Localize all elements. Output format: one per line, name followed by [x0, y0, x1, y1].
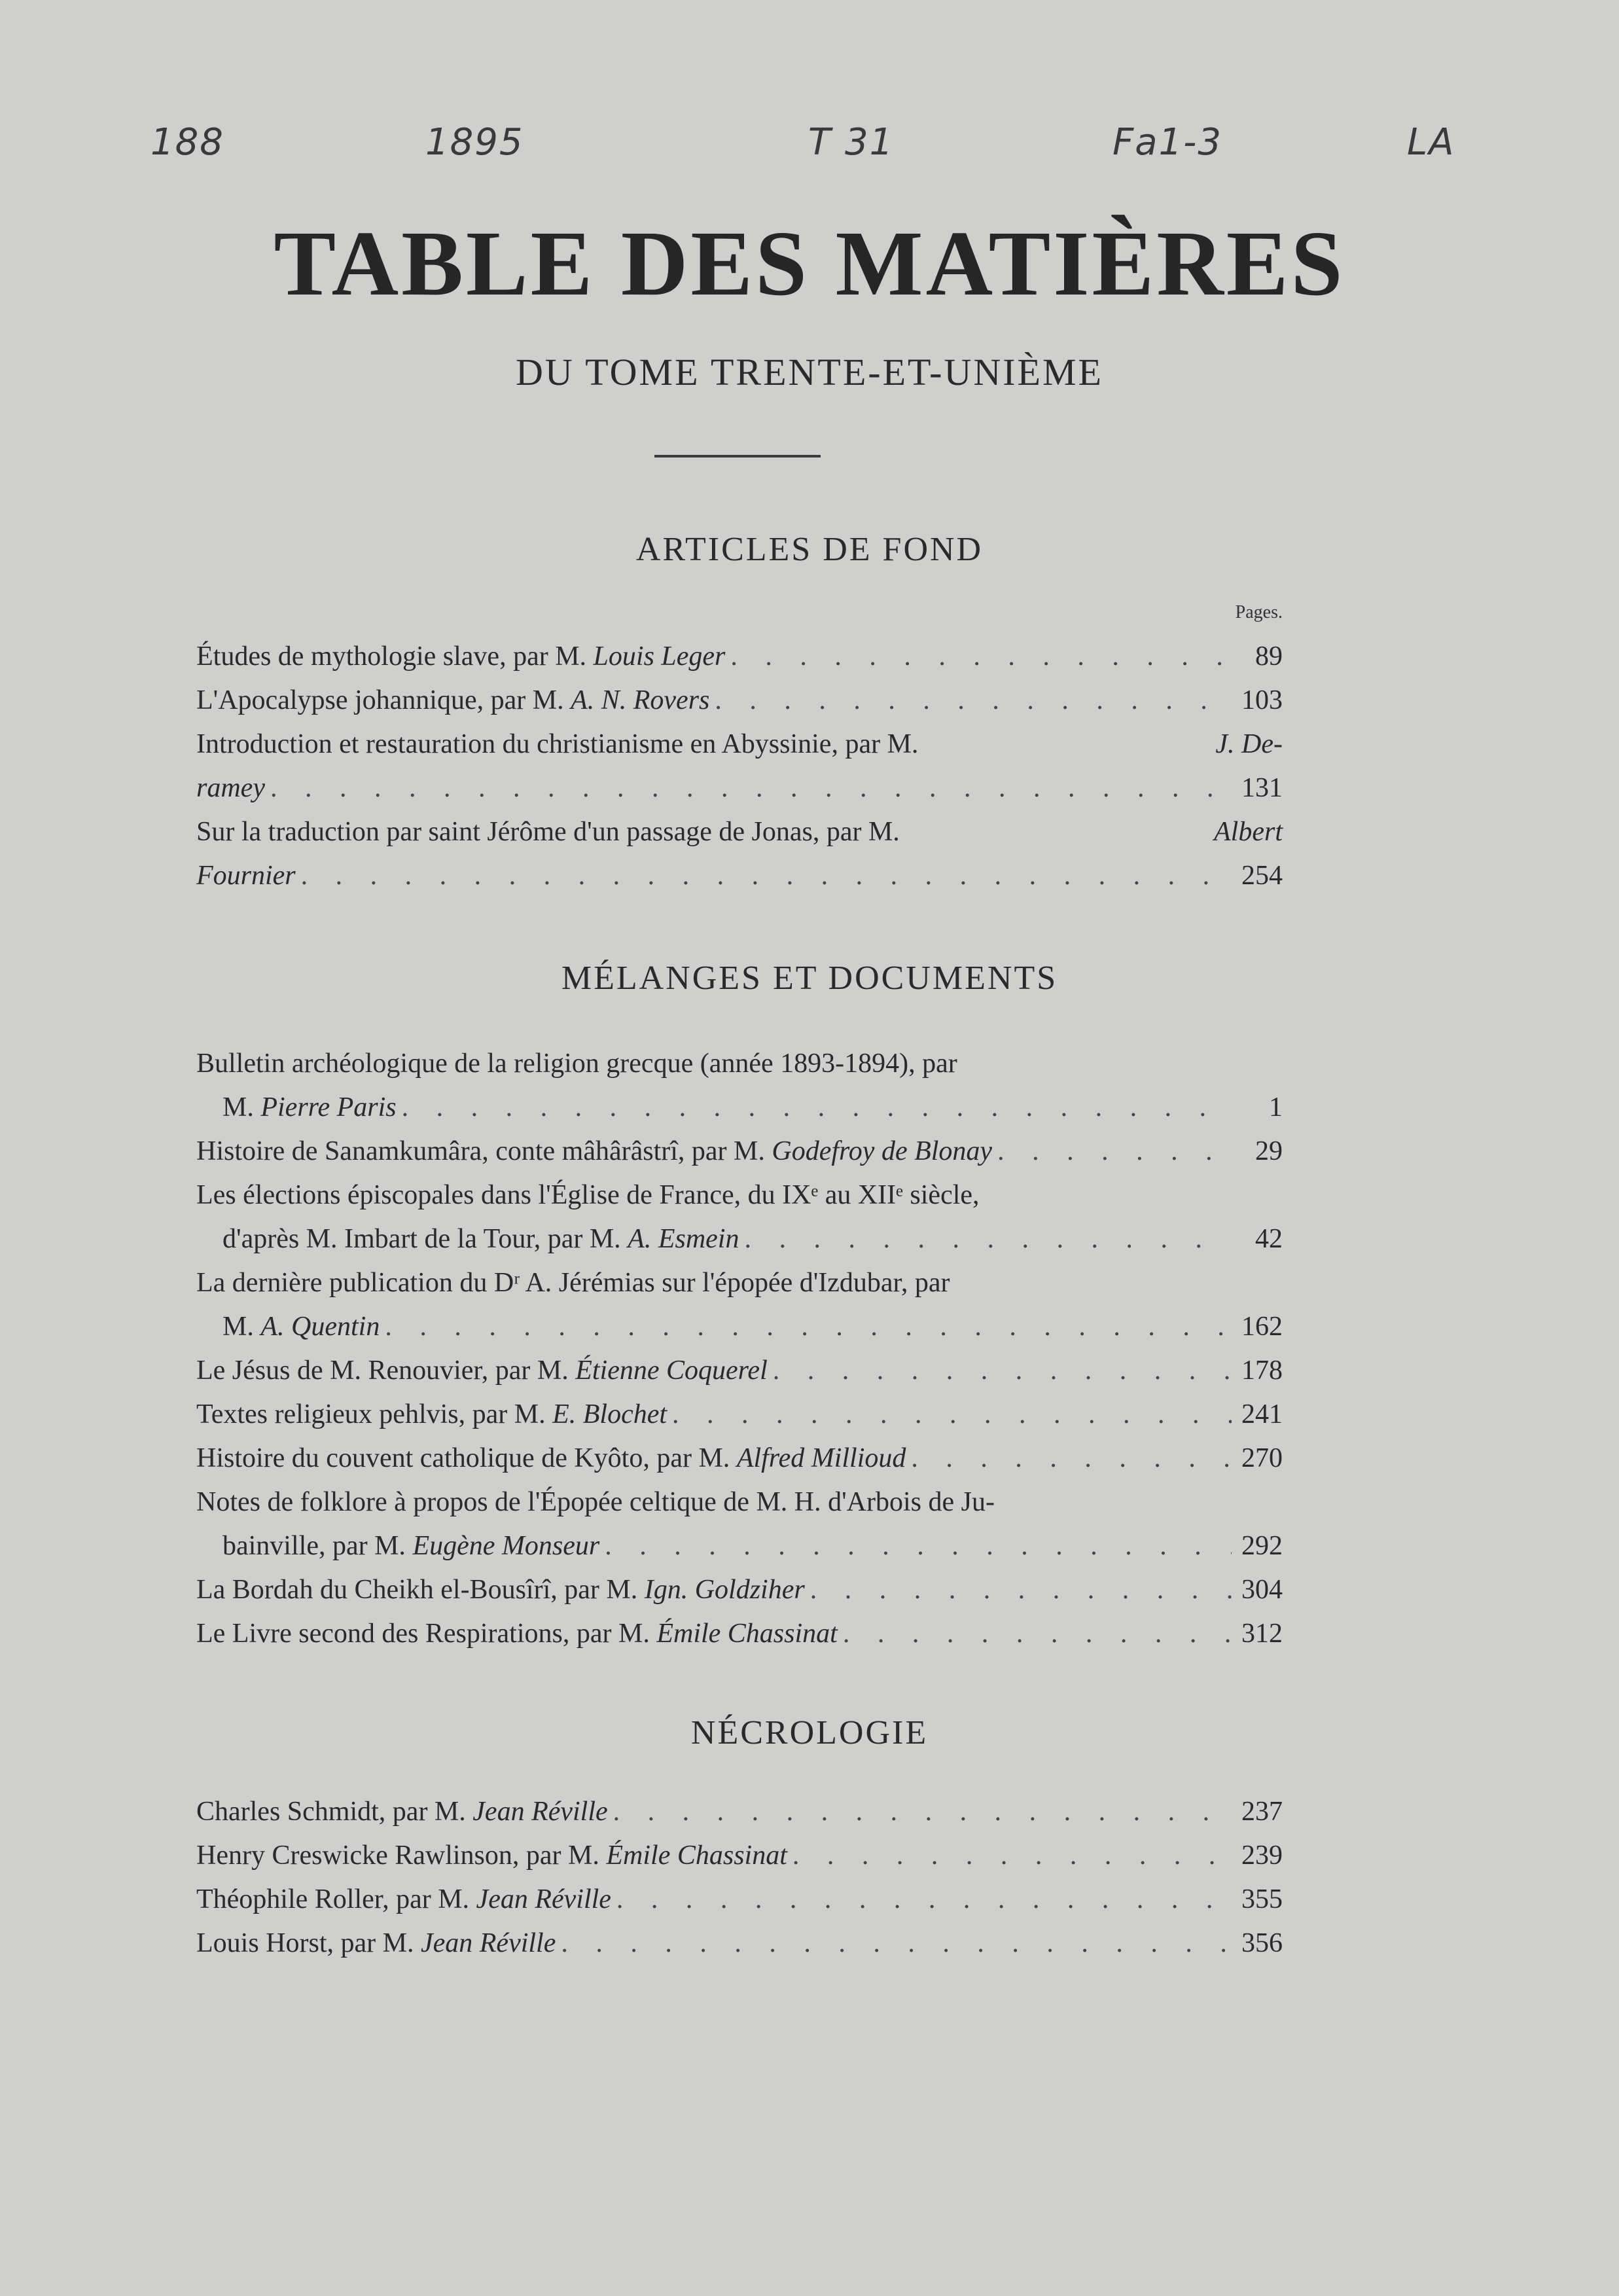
- entry-page: 29: [1255, 1136, 1283, 1166]
- leader-dots: [613, 1790, 1232, 1834]
- entry-page: 312: [1241, 1619, 1283, 1649]
- toc-entry: [196, 1568, 1283, 1612]
- entry-title: Charles Schmidt, par M.: [196, 1797, 466, 1827]
- section-heading-articles: ARTICLES DE FOND: [635, 531, 984, 568]
- leader-dots: [773, 1349, 1232, 1393]
- entry-author: Émile Chassinat: [656, 1619, 838, 1649]
- entry-page: 304: [1241, 1575, 1283, 1605]
- entry-page: 356: [1241, 1928, 1283, 1958]
- entry-page: 254: [1241, 861, 1283, 891]
- entry-page: 178: [1241, 1355, 1283, 1386]
- handwritten-note: 188: [151, 121, 224, 164]
- entry-author: Jean Réville: [472, 1797, 608, 1827]
- entry-title: La Bordah du Cheikh el-Bousîrî, par M.: [196, 1575, 638, 1605]
- entry-title: Histoire de Sanamkumâra, conte mâhârâstrî, par M.: [196, 1136, 765, 1166]
- toc-entry: [196, 1437, 1283, 1480]
- handwritten-note: 1895: [425, 121, 524, 164]
- entry-author: Louis Leger: [593, 641, 726, 672]
- entry-title: L'Apocalypse johannique, par M.: [196, 685, 564, 715]
- divider-rule: [654, 455, 821, 457]
- page-subtitle: DU TOME TRENTE-ET-UNIÈME: [516, 351, 1103, 393]
- entry-author: Jean Réville: [476, 1884, 611, 1914]
- handwritten-note: LA: [1407, 121, 1455, 164]
- entry-title: Le Jésus de M. Renouvier, par M.: [196, 1355, 569, 1386]
- entry-title: Études de mythologie slave, par M.: [196, 641, 587, 672]
- toc-entry: [196, 810, 1283, 898]
- leader-dots: [715, 679, 1232, 723]
- entry-title: Henry Creswicke Rawlinson, par M.: [196, 1840, 599, 1871]
- handwritten-note: Fa1-3: [1112, 121, 1222, 164]
- section-heading-melanges: MÉLANGES ET DOCUMENTS: [561, 960, 1058, 997]
- toc-entry: [196, 679, 1283, 723]
- entry-author: J. De-: [1215, 729, 1283, 759]
- entry-title: Textes religieux pehlvis, par M.: [196, 1399, 546, 1429]
- toc-entry: [196, 1261, 1283, 1349]
- entry-title: Les élections épiscopales dans l'Église de France, du IXᵉ au XIIᵉ siècle,: [196, 1180, 980, 1210]
- entry-title: La dernière publication du Dʳ A. Jérémias sur l'épopée d'Izdubar, par: [196, 1268, 950, 1298]
- toc-entry: [196, 1042, 1283, 1130]
- entry-title-continued: bainville, par M.: [222, 1531, 406, 1561]
- entry-page: 292: [1241, 1531, 1283, 1561]
- leader-dots: [911, 1437, 1232, 1480]
- entry-author: Pierre Paris: [260, 1092, 397, 1122]
- entry-author: Étienne Coquerel: [575, 1355, 768, 1386]
- entry-author: A. Esmein: [628, 1224, 739, 1254]
- toc-entry: [196, 1612, 1283, 1656]
- entry-author: Eugène Monseur: [412, 1531, 600, 1561]
- entry-author: Albert: [1214, 817, 1283, 847]
- entry-page: 270: [1241, 1443, 1283, 1473]
- entry-page: 103: [1241, 685, 1283, 715]
- toc-entry: [196, 723, 1283, 810]
- entry-title: Louis Horst, par M.: [196, 1928, 414, 1958]
- entry-author: A. N. Rovers: [571, 685, 710, 715]
- toc-entry: [196, 1130, 1283, 1174]
- leader-dots: [792, 1834, 1232, 1878]
- toc-entry: [196, 1790, 1283, 1834]
- entry-title: Le Livre second des Respirations, par M.: [196, 1619, 650, 1649]
- entry-page: 355: [1241, 1884, 1283, 1914]
- entry-title: Bulletin archéologique de la religion grecque (année 1893-1894), par: [196, 1049, 957, 1079]
- leader-dots: [561, 1922, 1232, 1965]
- leader-dots: [997, 1130, 1232, 1174]
- entry-page: 42: [1255, 1224, 1283, 1254]
- handwritten-note: T 31: [808, 121, 895, 164]
- leader-dots: [744, 1217, 1232, 1261]
- entry-page: 1: [1269, 1092, 1283, 1122]
- toc-entry: [196, 1878, 1283, 1922]
- entry-title-continued: M.: [222, 1312, 254, 1342]
- toc-entry: [196, 1922, 1283, 1965]
- entry-author-continued: ramey: [196, 773, 265, 803]
- entry-author-continued: Fournier: [196, 861, 296, 891]
- entry-title: Introduction et restauration du christianisme en Abyssinie, par M.: [196, 729, 919, 759]
- leader-dots: [402, 1086, 1232, 1130]
- entry-page: 89: [1255, 641, 1283, 672]
- entry-page: 239: [1241, 1840, 1283, 1871]
- entry-title: Théophile Roller, par M.: [196, 1884, 470, 1914]
- entry-page: 131: [1241, 773, 1283, 803]
- toc-entry: [196, 635, 1283, 679]
- entry-author: Jean Réville: [420, 1928, 556, 1958]
- toc-entry: [196, 1349, 1283, 1393]
- entry-page: 162: [1241, 1312, 1283, 1342]
- pages-column-label: Pages.: [1235, 602, 1283, 622]
- entry-author: E. Blochet: [552, 1399, 667, 1429]
- entry-author: Ign. Goldziher: [644, 1575, 805, 1605]
- leader-dots: [616, 1878, 1232, 1922]
- section-heading-necrologie: NÉCROLOGIE: [690, 1714, 929, 1751]
- entry-title-continued: M.: [222, 1092, 254, 1122]
- entry-title: Notes de folklore à propos de l'Épopée celtique de M. H. d'Arbois de Ju-: [196, 1487, 995, 1517]
- entry-page: 241: [1241, 1399, 1283, 1429]
- entry-title-continued: d'après M. Imbart de la Tour, par M.: [222, 1224, 621, 1254]
- leader-dots: [301, 854, 1232, 898]
- leader-dots: [672, 1393, 1232, 1437]
- toc-entry: [196, 1834, 1283, 1878]
- toc-entry: [196, 1480, 1283, 1568]
- entry-title: Sur la traduction par saint Jérôme d'un passage de Jonas, par M.: [196, 817, 900, 847]
- leader-dots: [385, 1305, 1232, 1349]
- toc-entry: [196, 1393, 1283, 1437]
- entry-author: A. Quentin: [260, 1312, 380, 1342]
- page-title: TABLE DES MATIÈRES: [274, 211, 1345, 315]
- leader-dots: [605, 1524, 1232, 1568]
- toc-entry: [196, 1174, 1283, 1261]
- entry-page: 237: [1241, 1797, 1283, 1827]
- leader-dots: [810, 1568, 1232, 1612]
- entry-title: Histoire du couvent catholique de Kyôto, par M.: [196, 1443, 730, 1473]
- entry-author: Émile Chassinat: [606, 1840, 787, 1871]
- leader-dots: [730, 635, 1232, 679]
- leader-dots: [270, 766, 1232, 810]
- leader-dots: [843, 1612, 1232, 1656]
- entry-author: Godefroy de Blonay: [772, 1136, 993, 1166]
- entry-author: Alfred Millioud: [736, 1443, 906, 1473]
